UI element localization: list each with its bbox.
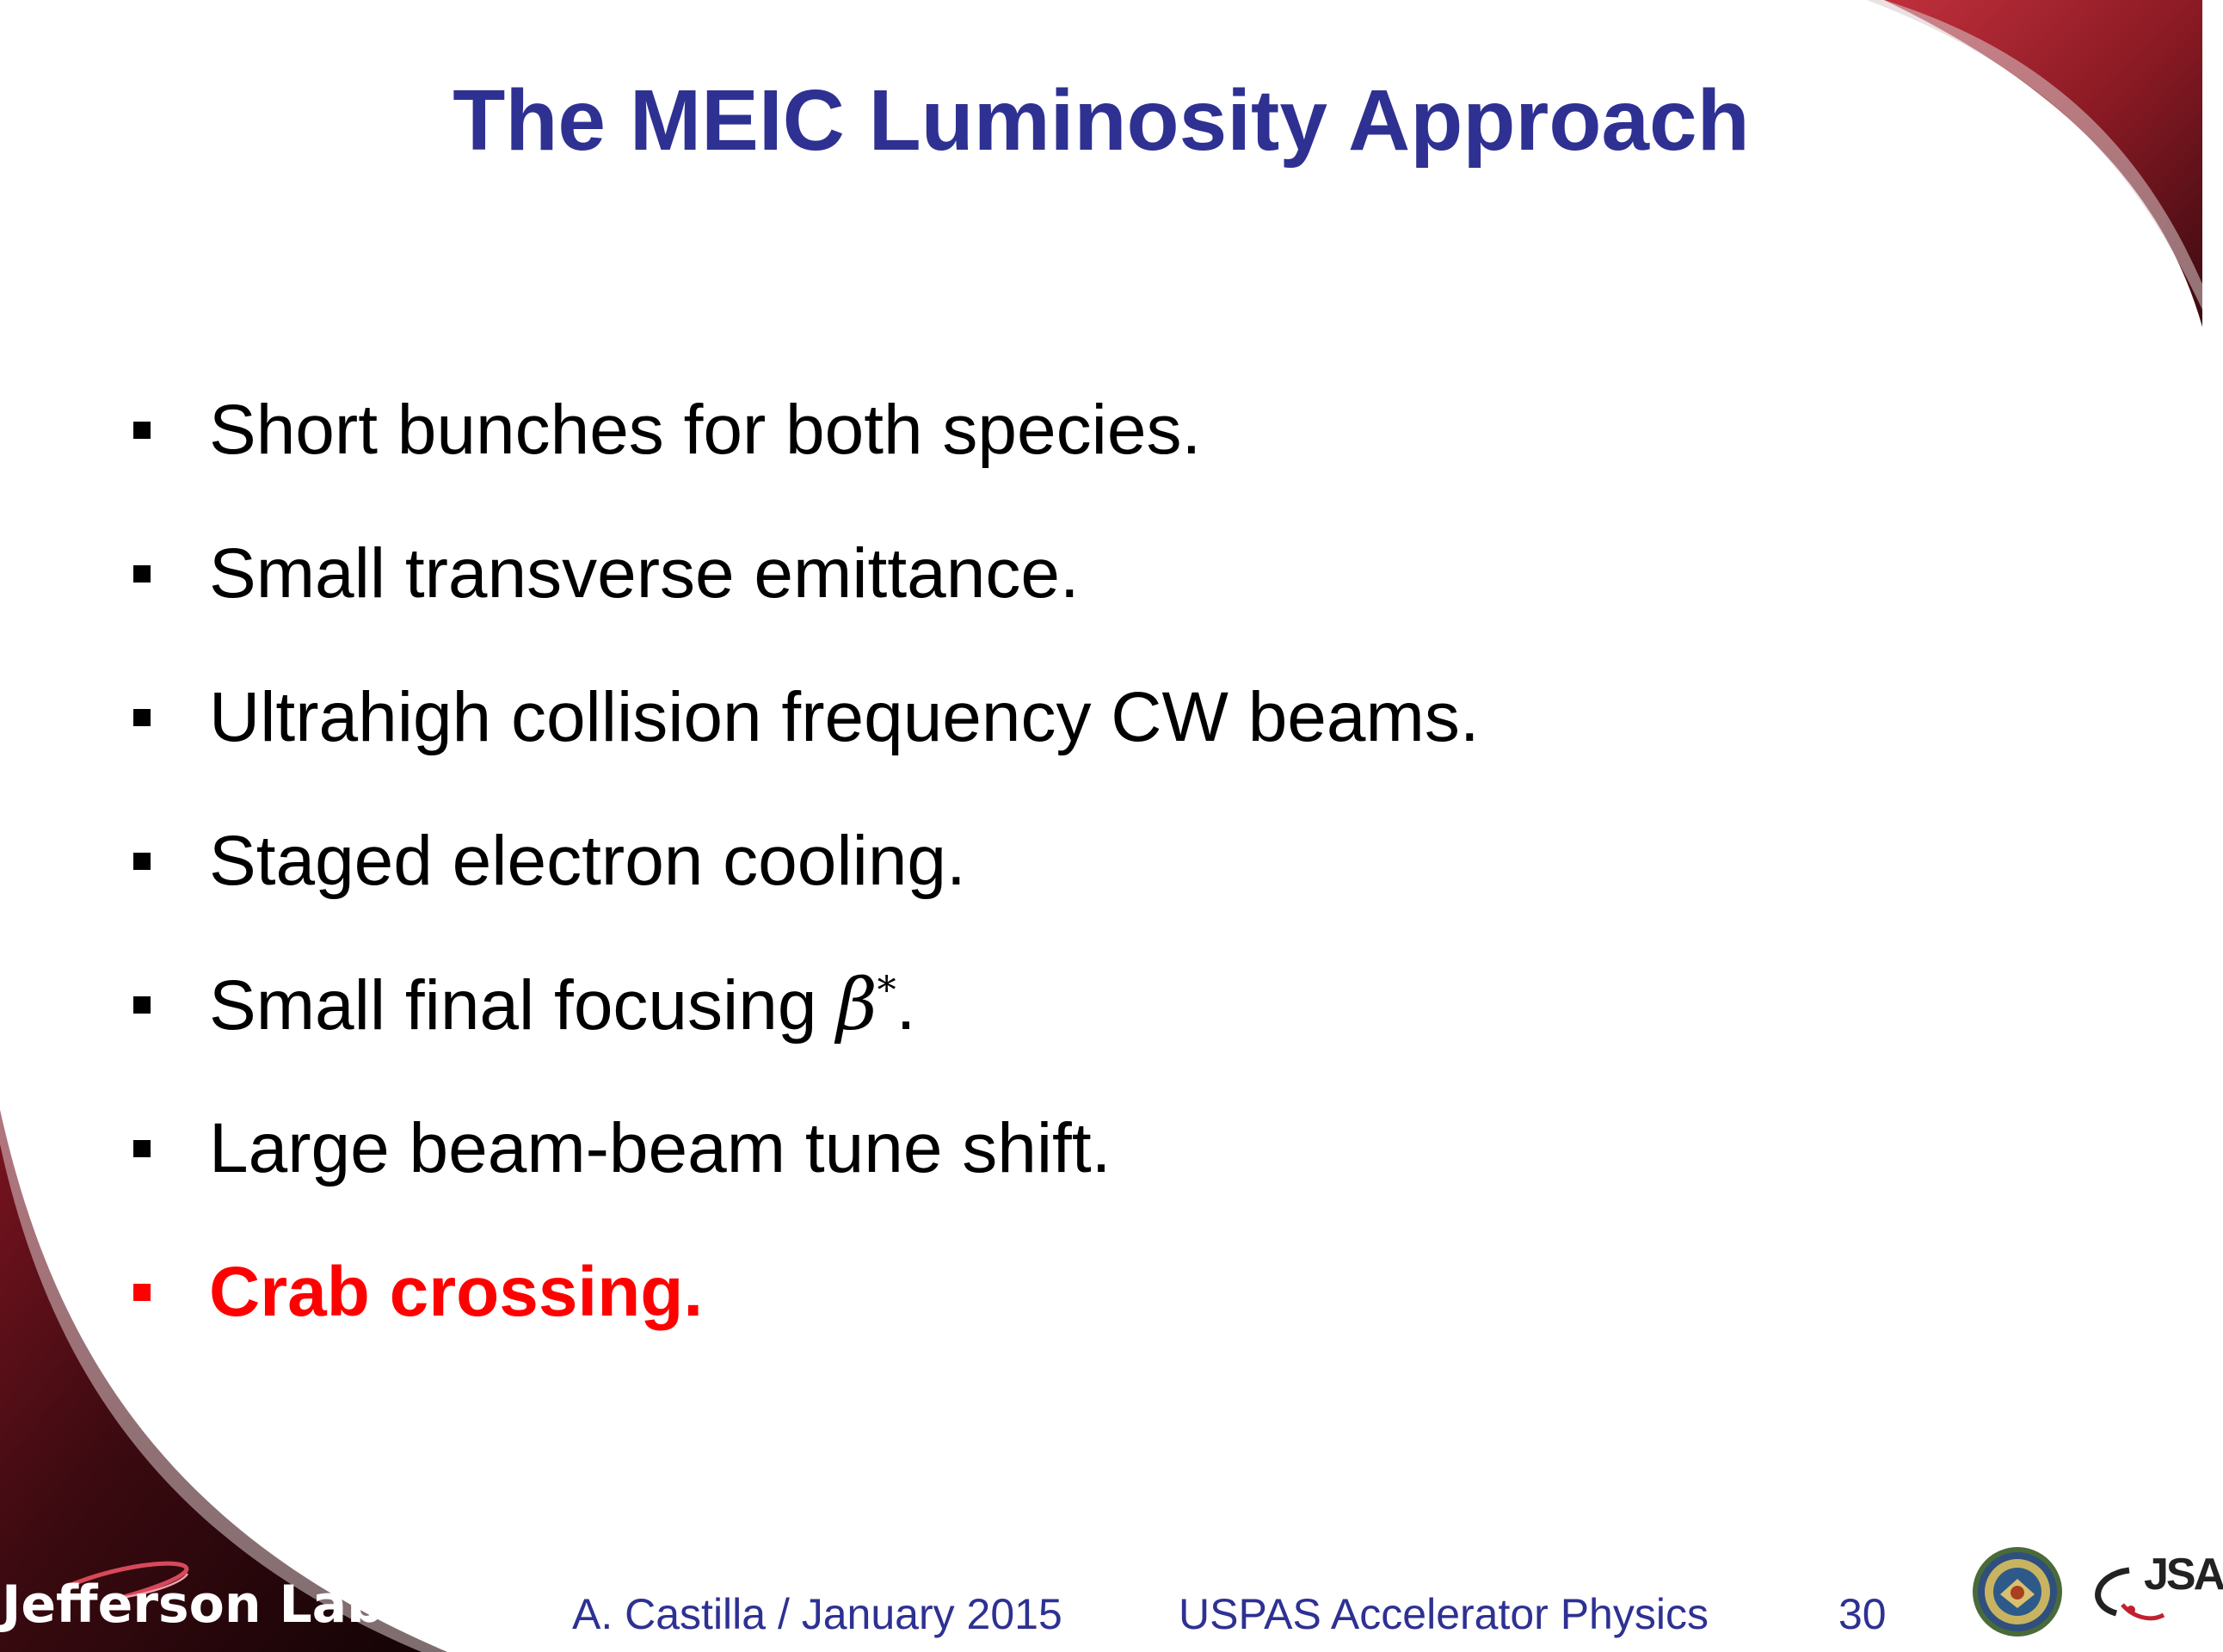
bullet-square-icon <box>133 422 151 439</box>
footer-page-number: 30 <box>1838 1590 1887 1638</box>
bullet-item <box>133 818 966 904</box>
bullet-text-suffix: . <box>896 965 916 1045</box>
bullet-text: Crab crossing. <box>209 1253 704 1331</box>
bullet-square-icon <box>133 1284 151 1301</box>
bullet-text <box>209 965 915 1046</box>
bullet-item <box>133 675 1480 761</box>
jefferson-lab-logo-text: Jefferson Lab <box>2 1575 385 1635</box>
bullet-square-icon <box>133 996 151 1014</box>
bullet-item-highlight <box>133 1249 703 1335</box>
bullet-text: Large beam-beam tune shift. <box>209 1109 1112 1187</box>
bullet-item <box>133 387 1201 473</box>
bullet-text: Small transverse emittance. <box>209 534 1080 613</box>
bullet-text: Ultrahigh collision frequency CW beams. <box>209 678 1480 756</box>
bullet-square-icon <box>133 1140 151 1157</box>
bullet-text: Short bunches for both species. <box>209 391 1202 469</box>
beta-superscript: * <box>877 968 896 1013</box>
bullet-item <box>133 1106 1111 1192</box>
doe-seal-icon <box>1970 1544 2065 1639</box>
bullet-square-icon <box>133 565 151 583</box>
slide-title: The MEIC Luminosity Approach <box>453 72 1750 169</box>
bullet-square-icon <box>133 853 151 870</box>
bullet-text-prefix: Small final focusing <box>209 965 837 1045</box>
bullet-text: Staged electron cooling. <box>209 822 966 900</box>
bullet-item <box>133 962 915 1048</box>
footer-author-date: A. Castilla / January 2015 <box>572 1590 1062 1638</box>
footer-course: USPAS Accelerator Physics <box>1179 1590 1709 1638</box>
jsa-logo-text: JSA <box>2144 1550 2223 1600</box>
bullet-square-icon <box>133 709 151 726</box>
bullet-item <box>133 531 1080 617</box>
beta-symbol: β <box>836 964 878 1046</box>
